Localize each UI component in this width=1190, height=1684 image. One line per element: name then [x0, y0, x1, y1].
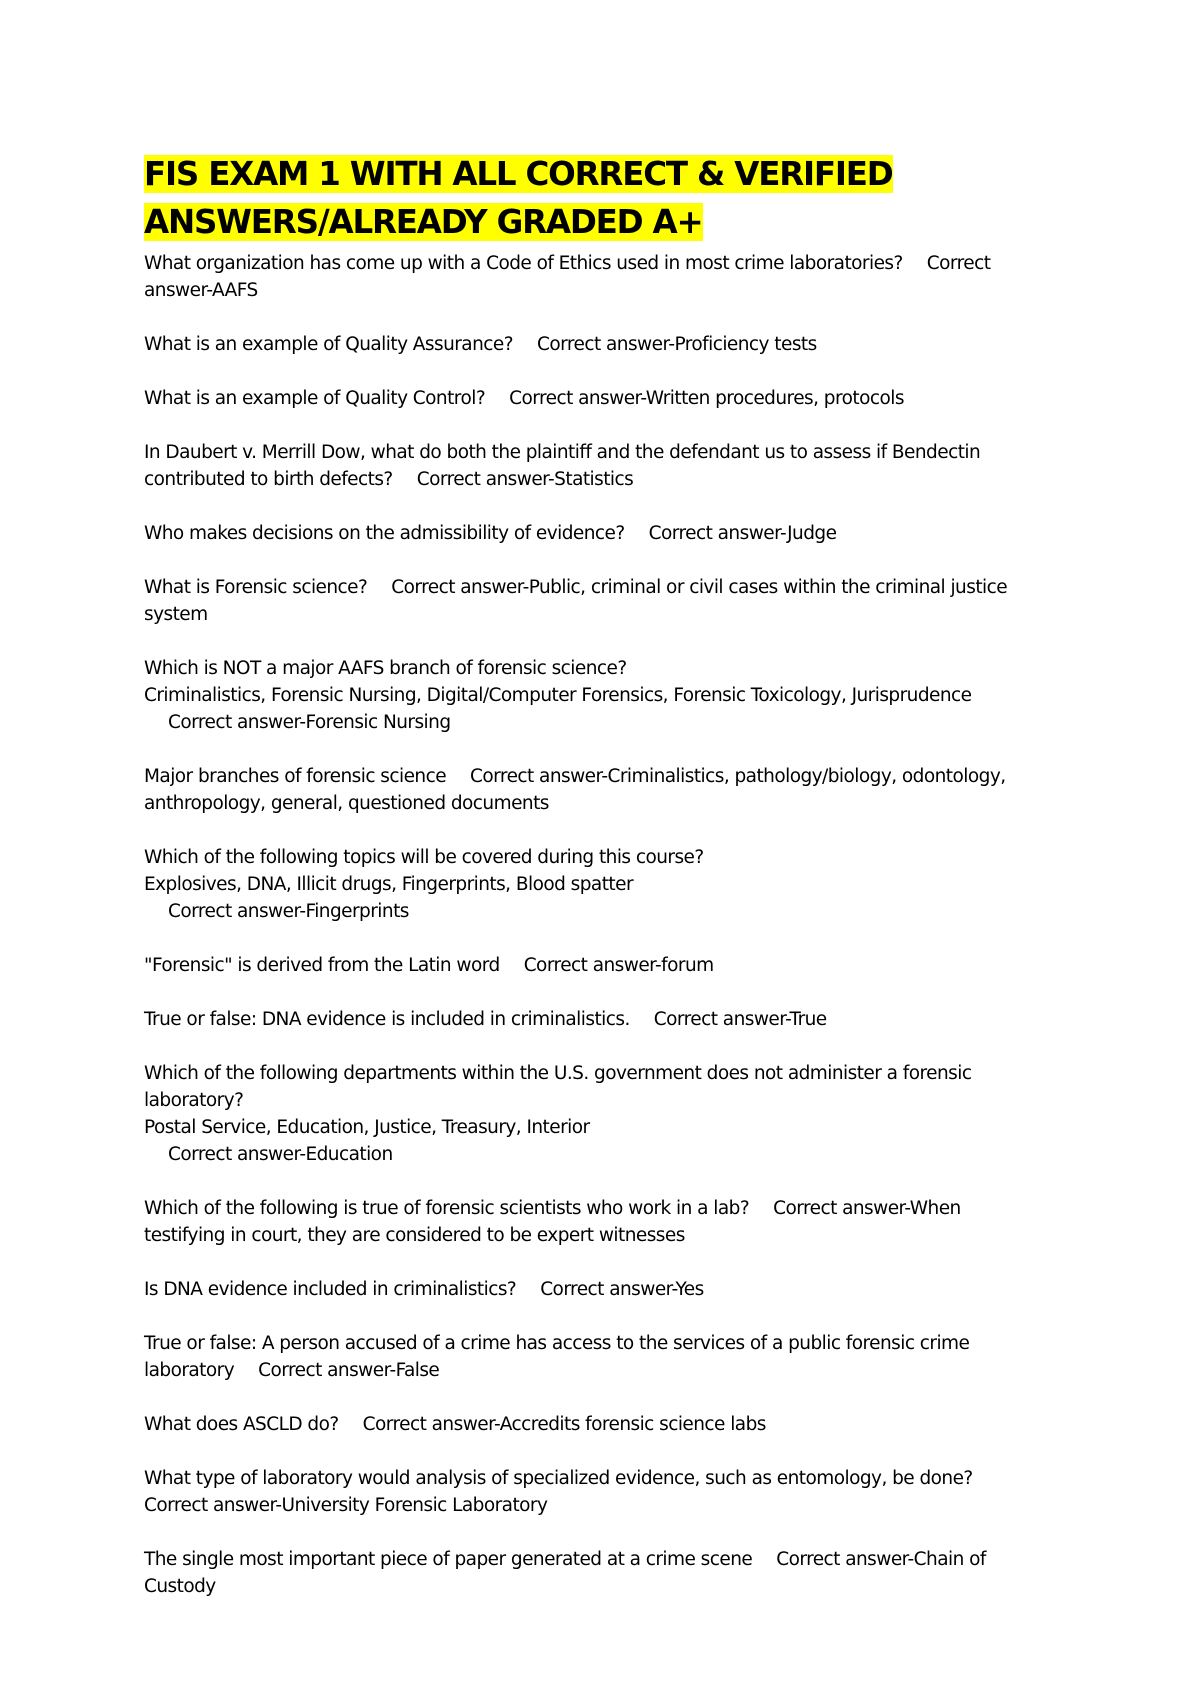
- question-text: What type of laboratory would analysis of specialized evidence, such as entomology, be done?: [144, 1468, 973, 1489]
- question-text: Is DNA evidence included in criminalistics?: [144, 1279, 517, 1300]
- correct-answer: Correct answer-Judge: [648, 523, 837, 544]
- qa-item: [144, 1195, 1044, 1249]
- qa-item: [144, 331, 1044, 358]
- question-text: What is an example of Quality Assurance?: [144, 334, 513, 355]
- question-text: What does ASCLD do?: [144, 1414, 339, 1435]
- question-text: What is an example of Quality Control?: [144, 388, 486, 409]
- title-line-1: FIS EXAM 1 WITH ALL CORRECT & VERIFIED: [144, 155, 893, 193]
- qa-item: [144, 1276, 1044, 1303]
- question-text: "Forensic" is derived from the Latin word: [144, 955, 500, 976]
- correct-answer: Correct answer-Statistics: [416, 469, 634, 490]
- qa-item: [144, 952, 1044, 979]
- title-line-2: ANSWERS/ALREADY GRADED A+: [144, 203, 703, 241]
- answer-options: Postal Service, Education, Justice, Treasury, Interior: [144, 1117, 590, 1138]
- qa-item: [144, 655, 1044, 736]
- question-text: True or false: DNA evidence is included in criminalistics.: [144, 1009, 630, 1030]
- question-text: Which of the following departments within the U.S. government does not administer a forensic laboratory?: [144, 1063, 972, 1111]
- qa-item: [144, 250, 1044, 304]
- question-text: True or false: A person accused of a crime has access to the services of a public forensic crime laboratory: [144, 1333, 970, 1381]
- question-text: The single most important piece of paper generated at a crime scene: [144, 1549, 753, 1570]
- question-text: In Daubert v. Merrill Dow, what do both the plaintiff and the defendant us to assess if Bendectin contributed to birth defects?: [144, 442, 981, 490]
- question-text: Major branches of forensic science: [144, 766, 447, 787]
- qa-item: [144, 1060, 1044, 1168]
- correct-answer: Correct answer-Written procedures, protocols: [509, 388, 904, 409]
- qa-item: [144, 844, 1044, 925]
- correct-answer: Correct answer-University Forensic Laboratory: [144, 1495, 548, 1516]
- correct-answer: Correct answer-Accredits forensic science labs: [362, 1414, 766, 1435]
- correct-answer: Correct answer-Fingerprints: [168, 901, 409, 922]
- question-text: Which of the following topics will be covered during this course?: [144, 847, 704, 868]
- question-text: What is Forensic science?: [144, 577, 368, 598]
- question-text: Which is NOT a major AAFS branch of forensic science?: [144, 658, 627, 679]
- qa-item: [144, 439, 1044, 493]
- question-list: [144, 250, 1044, 1600]
- correct-answer: Correct answer-False: [258, 1360, 440, 1381]
- question-text: Which of the following is true of forensic scientists who work in a lab?: [144, 1198, 750, 1219]
- qa-item: [144, 1006, 1044, 1033]
- correct-answer: Correct answer-Proficiency tests: [537, 334, 817, 355]
- correct-answer: Correct answer-Education: [168, 1144, 393, 1165]
- correct-answer: Correct answer-True: [653, 1009, 827, 1030]
- document-title: [144, 150, 1044, 246]
- correct-answer: Correct answer-Criminalistics, pathology/biology, odontology, anthropology, general, questioned documents: [144, 766, 1006, 814]
- correct-answer: Correct answer-Chain of Custody: [144, 1549, 986, 1597]
- correct-answer: Correct answer-forum: [523, 955, 714, 976]
- document-page: [144, 150, 1044, 1627]
- qa-item: [144, 763, 1044, 817]
- qa-item: [144, 1465, 1044, 1519]
- correct-answer: Correct answer-Yes: [540, 1279, 704, 1300]
- qa-item: [144, 385, 1044, 412]
- question-text: What organization has come up with a Code of Ethics used in most crime laboratories?: [144, 253, 903, 274]
- correct-answer: Correct answer-AAFS: [144, 253, 991, 301]
- question-text: Who makes decisions on the admissibility of evidence?: [144, 523, 625, 544]
- answer-options: Explosives, DNA, Illicit drugs, Fingerprints, Blood spatter: [144, 874, 634, 895]
- qa-item: [144, 574, 1044, 628]
- correct-answer: Correct answer-When testifying in court, they are considered to be expert witnesses: [144, 1198, 961, 1246]
- qa-item: [144, 1411, 1044, 1438]
- answer-options: Criminalistics, Forensic Nursing, Digital/Computer Forensics, Forensic Toxicology, Jurisprudence: [144, 685, 972, 706]
- correct-answer: Correct answer-Public, criminal or civil cases within the criminal justice system: [144, 577, 1008, 625]
- qa-item: [144, 520, 1044, 547]
- qa-item: [144, 1330, 1044, 1384]
- correct-answer: Correct answer-Forensic Nursing: [168, 712, 451, 733]
- qa-item: [144, 1546, 1044, 1600]
